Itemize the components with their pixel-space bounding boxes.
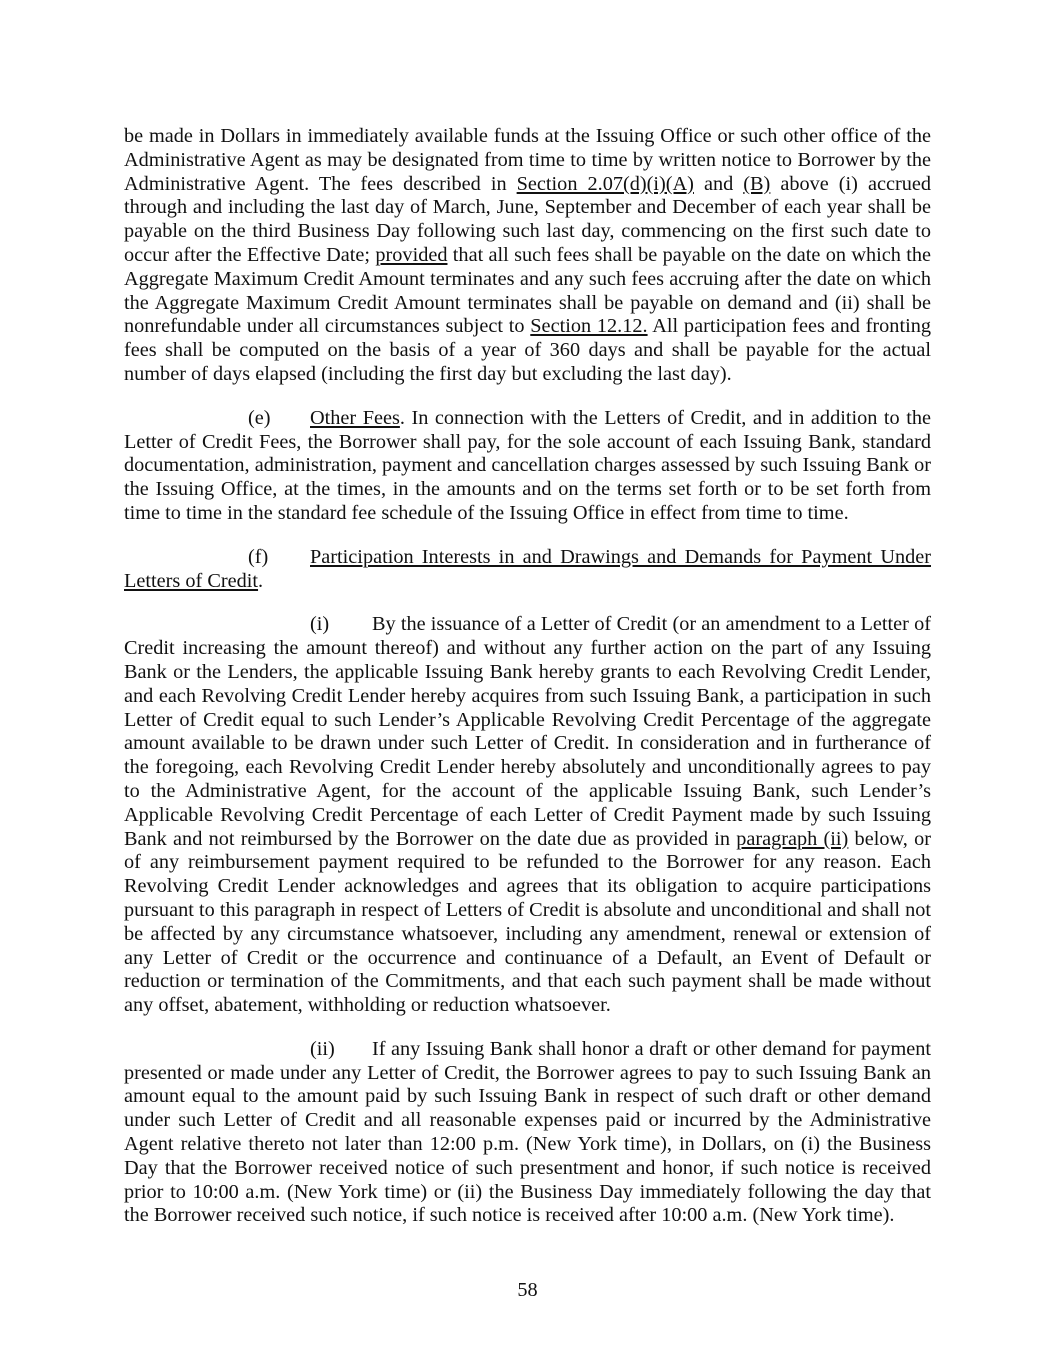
paragraph-f-i [124, 613, 931, 1018]
paragraph-f-ii [124, 1038, 931, 1228]
paragraph-text: . [258, 569, 264, 592]
paragraph-e [124, 407, 931, 526]
paragraph-f [124, 546, 931, 594]
provided-term: provided [375, 243, 448, 266]
paragraph-text: and [693, 172, 744, 195]
paragraph-text: that all such fees shall be payable on the date on which the Aggregate Maximum Credit Amount terminates and any such fees accruing after the date on which the Aggregate Maximum Credit Amount terminates shall be payable on demand and (ii) shall be nonrefundable under all circumstances subject to [124, 243, 931, 338]
paragraph-text: By the issuance of a Letter of Credit (or an amendment to a Letter of Credit increasing the amount thereof) and without any further action on the part of any Issuing Bank or the Lenders, the applicable Issuing Bank hereby grants to each Revolving Credit Lender, and each Revolving Credit Lender hereby acquires from such Issuing Bank, a participation in such Letter of Credit equal to such Lender’s Applicable Revolving Credit Percentage of the aggregate amount available to be drawn under such Letter of Credit. In consideration and in furtherance of the foregoing, each Revolving Credit Lender hereby absolutely and unconditionally agrees to pay to the Administrative Agent, for the account of the applicable Issuing Bank, such Lender’s Applicable Revolving Credit Percentage of each Letter of Credit Payment made by such Issuing Bank and not reimbursed by the Borrower on the date due as provided in [124, 613, 931, 850]
paragraph-text: below, or of any reimbursement payment required to be refunded to the Borrower for any reason. Each Revolving Credit Lender acknowledges and agrees that its obligation to acquire participations pursuant to this paragraph in respect of Letters of Credit is absolute and unconditional and shall not be affected by any circumstance whatsoever, including any amendment, renewal or extension of any Letter of Credit or the occurrence and continuance of a Default, an Event of Default or reduction or termination of the Commitments, and that each such payment shall be made without any offset, abatement, withholding or reduction whatsoever. [124, 827, 931, 1017]
paragraph-text: . In connection with the Letters of Credit, and in addition to the Letter of Credit Fees, the Borrower shall pay, for the sole account of each Issuing Bank, standard documentation, administration, payment and cancellation charges assessed by such Issuing Bank or the Issuing Office, at the times, in the amounts and on the terms set forth or to be set forth from time to time in the standard fee schedule of the Issuing Office in effect from time to time. [124, 406, 931, 524]
paragraph-heading: Participation Interests in and Drawings and Demands for Payment Under Letters of Credit [124, 545, 931, 592]
paragraph-text: above (i) accrued through and including the last day of March, June, September and December of each year shall be payable on the third Business Day following such last day, commencing on the first such date to occur after the Effective Date; [124, 172, 931, 266]
cross-reference-b: (B) [743, 172, 771, 195]
paragraph-label: (ii) [310, 1037, 335, 1060]
paragraph-text: If any Issuing Bank shall honor a draft or other demand for payment presented or made under any Letter of Credit, the Borrower agrees to pay to such Issuing Bank an amount equal to the amount paid by such Issuing Bank in respect of such draft or other demand under such Letter of Credit and all reasonable expenses paid or incurred by the Administrative Agent relative thereto not later than 12:00 p.m. (New York time), in Dollars, on (i) the Business Day that the Borrower received notice of such presentment and honor, if such notice is received prior to 10:00 a.m. (New York time) or (ii) the Business Day immediately following the day that the Borrower received such notice, if such notice is received after 10:00 a.m. (New York time). [124, 1037, 931, 1227]
cross-reference-paragraph-ii: paragraph (ii) [736, 827, 849, 850]
cross-reference-section-2-07: Section 2.07(d)(i)(A) [516, 172, 694, 195]
paragraph-text: All participation fees and fronting fees shall be computed on the basis of a year of 360 days and shall be payable for the actual number of days elapsed (including the first day but excluding the last day). [124, 315, 931, 385]
paragraph-continued [124, 125, 931, 387]
paragraph-label: (e) [248, 406, 271, 429]
paragraph-label: (i) [310, 613, 330, 636]
paragraph-label: (f) [248, 545, 269, 568]
page-number: 58 [517, 1279, 538, 1301]
paragraph-heading: Other Fees [310, 406, 400, 429]
page-body [124, 125, 931, 1248]
paragraph-text: be made in Dollars in immediately available funds at the Issuing Office or such other office of the Administrative Agent as may be designated from time to time by written notice to Borrower by the Administrative Agent. The fees described in [124, 125, 931, 195]
cross-reference-section-12-12: Section 12.12. [530, 315, 648, 338]
